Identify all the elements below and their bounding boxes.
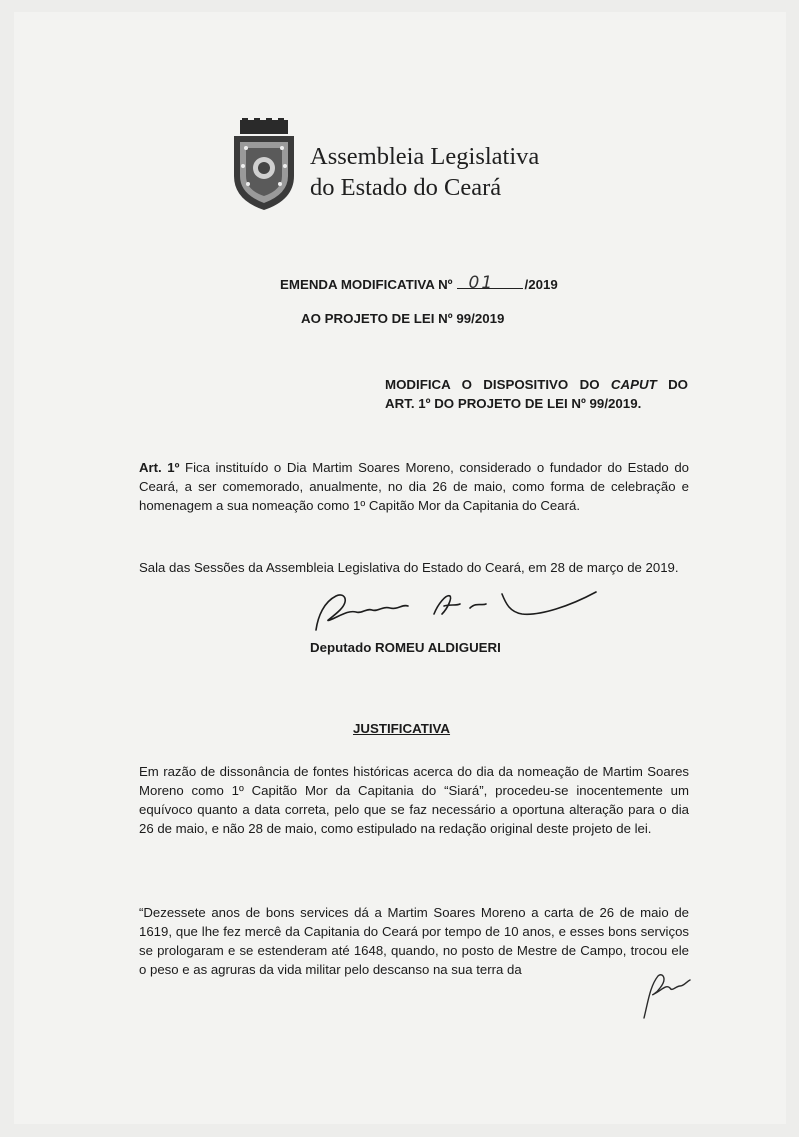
- handwritten-initials: [640, 968, 692, 1020]
- amendment-number-handwritten: 01: [468, 273, 495, 293]
- ementa-text-start: MODIFICA O DISPOSITIVO DO: [385, 377, 611, 392]
- ementa-caput: CAPUT: [610, 377, 657, 392]
- session-paragraph: Sala das Sessões da Assembleia Legislativa do Estado do Ceará, em 28 de março de 2019.: [139, 560, 679, 575]
- article-text: Fica instituído o Dia Martim Soares Moreno, considerado o fundador do Estado do Ceará, a ser comemorado, anualmente, no dia 26 de maio, como forma de celebração e homenagem a sua nomeação como 1º Capitão Mor da Capitania do Ceará.: [139, 460, 689, 513]
- amendment-number-blank: [457, 273, 523, 293]
- amendment-subtitle: AO PROJETO DE LEI Nº 99/2019: [301, 311, 505, 326]
- article-label: Art. 1º: [139, 460, 180, 475]
- institution-name-line2: do Estado do Ceará: [310, 174, 502, 201]
- ementa: [385, 375, 688, 413]
- institution-name: [310, 141, 539, 203]
- article-1-paragraph: [139, 458, 689, 515]
- justification-paragraph-1: Em razão de dissonância de fontes históricas acerca do dia da nomeação de Martim Soares Moreno como 1º Capitão Mor da Capitania do “Siará”, procedeu-se inocentemente um equívoco quanto a data correta, pelo que se faz necessário a oportuna alteração para o dia 26 de maio, e não 28 de maio, como estipulado na redação original deste projeto de lei.: [139, 764, 689, 836]
- ementa-line2: ART. 1º DO PROJETO DE LEI Nº 99/2019.: [385, 396, 642, 411]
- ementa-text-end: DO: [656, 377, 689, 392]
- amendment-title-suffix: /2019: [524, 277, 558, 292]
- signer-name: Deputado ROMEU ALDIGUERI: [310, 640, 501, 655]
- justification-heading: JUSTIFICATIVA: [353, 721, 451, 736]
- state-coat-of-arms-seal: [226, 118, 302, 212]
- amendment-title: [280, 273, 558, 293]
- justification-paragraph-2: “Dezessete anos de bons services dá a Martim Soares Moreno a carta de 26 de maio de 1619, que lhe fez mercê da Capitania do Ceará por tempo de 10 anos, e esses bons serviços se prologaram e se estenderam até 1648, quando, no posto de Mestre de Campo, trocou ele o peso e as agruras da vida militar pelo descanso na sua terra da: [139, 905, 689, 977]
- handwritten-signature: [310, 580, 610, 640]
- ementa-line1: [385, 375, 688, 394]
- institution-name-line1: Assembleia Legislativa: [310, 143, 540, 170]
- amendment-title-prefix: EMENDA MODIFICATIVA Nº: [280, 277, 453, 292]
